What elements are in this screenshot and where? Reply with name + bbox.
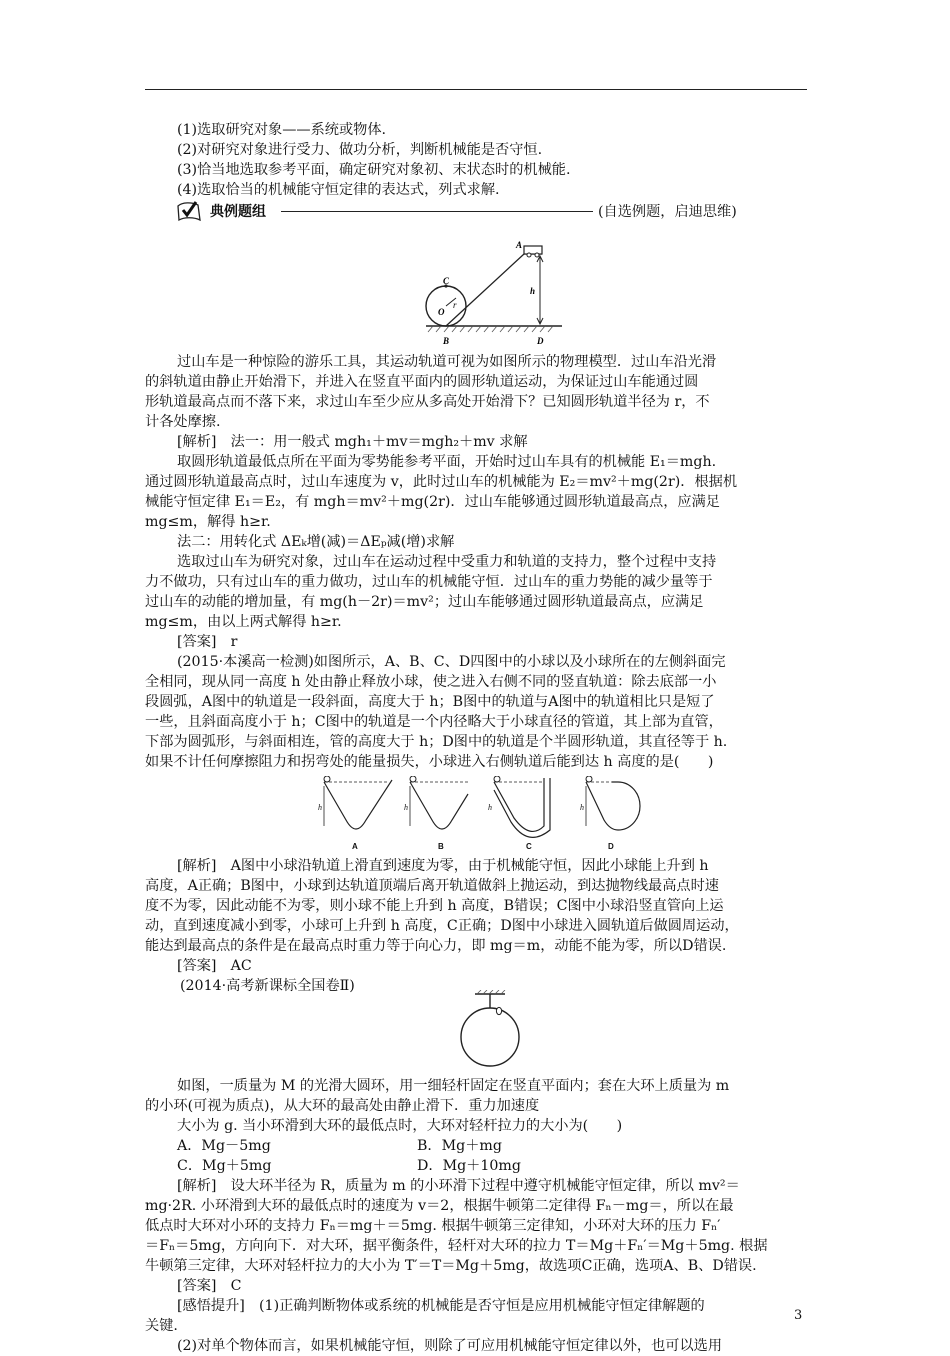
roller-coaster-figure <box>420 228 570 346</box>
text-line: 度不为零，因此动能不为零，则小球不能上升到 h 高度，B错误；C图中小球沿竖直管向上运 <box>145 898 724 914</box>
fig2-h-d: h <box>580 803 584 812</box>
option-d: D．Mg＋10mg <box>417 1158 521 1174</box>
text-line: (2)对单个物体而言，如果机械能守恒，则除了可应用机械能守恒定律以外，也可以选用 <box>177 1338 723 1354</box>
text-line: 高度，A正确；B图中，小球到达轨道顶端后离开轨道做斜上抛运动，到达抛物线最高点时速 <box>145 878 719 894</box>
example2-question <box>145 652 807 772</box>
text-line: 段圆弧，A图中的轨道是一段斜面，高度大于 h；B图中的轨道与A图中的轨道相比只是短了 <box>145 694 715 710</box>
text-line: 力不做功，只有过山车的重力做功，过山车的机械能守恒．过山车的重力势能的减少量等于 <box>145 574 713 590</box>
step-item: (2)对研究对象进行受力、做功分析，判断机械能是否守恒. <box>177 142 543 158</box>
text-line: 大小为 g. 当小环滑到大环的最低点时，大环对轻杆拉力的大小为( ) <box>177 1118 623 1134</box>
text-line: 如图，一质量为 M 的光滑大圆环，用一细轻杆固定在竖直平面内；套在大环上质量为 m <box>177 1078 730 1094</box>
text-line: [解析] 设大环半径为 R，质量为 m 的小环滑下过程中遵守机械能守恒定律，所以 mv²＝ <box>177 1178 740 1194</box>
text-line: 过山车的动能的增加量，有 mg(h－2r)＝mv²；过山车能够通过圆形轨道最高点，应满足 <box>145 594 704 610</box>
fig1-label-r: r <box>453 300 457 310</box>
source-line: (2014·高考新课标全国卷Ⅱ) <box>180 978 355 994</box>
text-line: ＝Fₙ＝5mg，方向向下．对大环，据平衡条件，轻杆对大环的拉力 T＝Mg＋Fₙ′＝Mg＋5mg. 根据 <box>145 1238 768 1254</box>
text-line: 下部为圆弧形，与斜面相连，管的高度大于 h；D图中的轨道是个半圆形轨道，其直径等于 h. <box>145 734 728 750</box>
fig1-label-d: D <box>537 336 544 346</box>
text-line: mg≤m，解得 h≥r. <box>145 514 271 530</box>
text-line: 动，直到速度减小到零，小球可上升到 h 高度，C正确；D图中小球进入圆轨道后做圆周运动， <box>145 918 739 934</box>
text-line: 牛顿第三定律，大环对轻杆拉力的大小为 T′＝T＝Mg＋5mg，故选项C正确，选项A、B、D错误. <box>145 1258 757 1274</box>
fig1-label-h: h <box>530 286 536 296</box>
steps-list <box>145 120 807 200</box>
text-line: 的斜轨道由静止开始滑下，并进入在竖直平面内的圆形轨道运动，为保证过山车能通过圆 <box>145 374 699 390</box>
option-b: B．Mg＋mg <box>417 1138 502 1154</box>
text-line: (2015·本溪高一检测)如图所示，A、B、C、D四图中的小球以及小球所在的左侧斜面完 <box>177 654 726 670</box>
four-tracks-figure <box>318 776 648 852</box>
text-line: 全相同，现从同一高度 h 处由静止释放小球，使之进入右侧不同的竖直轨道：除去底部一小 <box>145 674 717 690</box>
text-line: mg≤m，由以上两式解得 h≥r. <box>145 614 342 630</box>
section-dash-line <box>281 211 593 212</box>
answer-line: [答案] r <box>177 634 238 650</box>
step-item: (4)选取恰当的机械能守恒定律的表达式，列式求解. <box>177 182 500 198</box>
text-line: mg·2R. 小环滑到大环的最低点时的速度为 v＝2，根据牛顿第二定律得 Fₙ－mg＝，所以在最 <box>145 1198 734 1214</box>
page-number: 3 <box>794 1308 803 1323</box>
fig1-label-a: A <box>516 240 523 250</box>
example3-question <box>145 1076 807 1356</box>
fig1-label-b: B <box>443 336 450 346</box>
fig1-label-o: O <box>438 307 445 317</box>
options-row <box>145 1156 807 1176</box>
section-note: (自选例题，启迪思维) <box>598 204 737 220</box>
ring-figure <box>455 990 525 1070</box>
text-line: 低点时大环对小环的支持力 Fₙ＝mg＋＝5mg. 根据牛顿第三定律知，小环对大环的压力 Fₙ′ <box>145 1218 721 1234</box>
text-line: 能达到最高点的条件是在最高点时重力等于向心力，即 mg＝m，动能不能为零，所以D错误. <box>145 938 727 954</box>
fig2-label-b: B <box>438 842 444 851</box>
option-c: C．Mg＋5mg <box>177 1158 272 1174</box>
fig2-label-d: D <box>608 842 614 851</box>
text-line: 如果不计任何摩擦阻力和拐弯处的能量损失，小球进入右侧轨道后能到达 h 高度的是( ) <box>145 754 714 770</box>
fig2-label-a: A <box>352 842 358 851</box>
options-row <box>145 1136 807 1156</box>
example2-analysis <box>145 856 807 996</box>
answer-line: [答案] C <box>177 1278 242 1294</box>
text-line: 通过圆形轨道最高点时，过山车速度为 v，此时过山车的机械能为 E₂＝mv²＋mg(2r)．根据机 <box>145 474 738 490</box>
text-line: 过山车是一种惊险的游乐工具，其运动轨道可视为如图所示的物理模型．过山车沿光滑 <box>177 354 717 370</box>
example1-analysis <box>145 432 807 652</box>
text-line: 法二：用转化式 ΔEₖ增(减)＝ΔEₚ减(增)求解 <box>177 534 455 550</box>
text-line: 一些，且斜面高度小于 h；C图中的轨道是一个内径略大于小球直径的管道，其上部为直管， <box>145 714 723 730</box>
text-line: [解析] 法一：用一般式 mgh₁＋mv＝mgh₂＋mv 求解 <box>177 434 528 450</box>
text-line: 形轨道最高点而不落下来，求过山车至少应从多高处开始滑下？已知圆形轨道半径为 r，不 <box>145 394 710 410</box>
option-a: A．Mg－5mg <box>177 1138 271 1154</box>
checkmark-icon <box>176 200 206 222</box>
fig2-h-a: h <box>318 803 322 812</box>
step-item: (3)恰当地选取参考平面，确定研究对象初、末状态时的机械能. <box>177 162 571 178</box>
text-line: [解析] A图中小球沿轨道上滑直到速度为零，由于机械能守恒，因此小球能上升到 h <box>177 858 709 874</box>
fig2-label-c: C <box>526 842 532 851</box>
text-line: 械能守恒定律 E₁＝E₂，有 mgh＝mv²＋mg(2r)．过山车能够通过圆形轨道最高点，应满足 <box>145 494 720 510</box>
header-rule <box>145 89 807 90</box>
text-line: [感悟提升] (1)正确判断物体或系统的机械能是否守恒是应用机械能守恒定律解题的 <box>177 1298 705 1314</box>
section-heading <box>176 200 816 222</box>
text-line: 关键. <box>145 1318 178 1334</box>
example1-question <box>145 352 807 432</box>
text-line: 的小环(可视为质点)，从大环的最高处由静止滑下．重力加速度 <box>145 1098 540 1114</box>
fig2-h-b: h <box>404 803 408 812</box>
text-line: 计各处摩擦. <box>145 414 221 430</box>
fig2-h-c: h <box>488 803 492 812</box>
fig1-label-c: C <box>443 276 450 286</box>
text-line: 选取过山车为研究对象，过山车在运动过程中受重力和轨道的支持力，整个过程中支持 <box>177 554 717 570</box>
text-line: 取圆形轨道最低点所在平面为零势能参考平面，开始时过山车具有的机械能 E₁＝mgh. <box>177 454 717 470</box>
answer-line: [答案] AC <box>177 958 252 974</box>
section-label: 典例题组 <box>210 204 266 220</box>
step-item: (1)选取研究对象——系统或物体. <box>177 122 387 138</box>
